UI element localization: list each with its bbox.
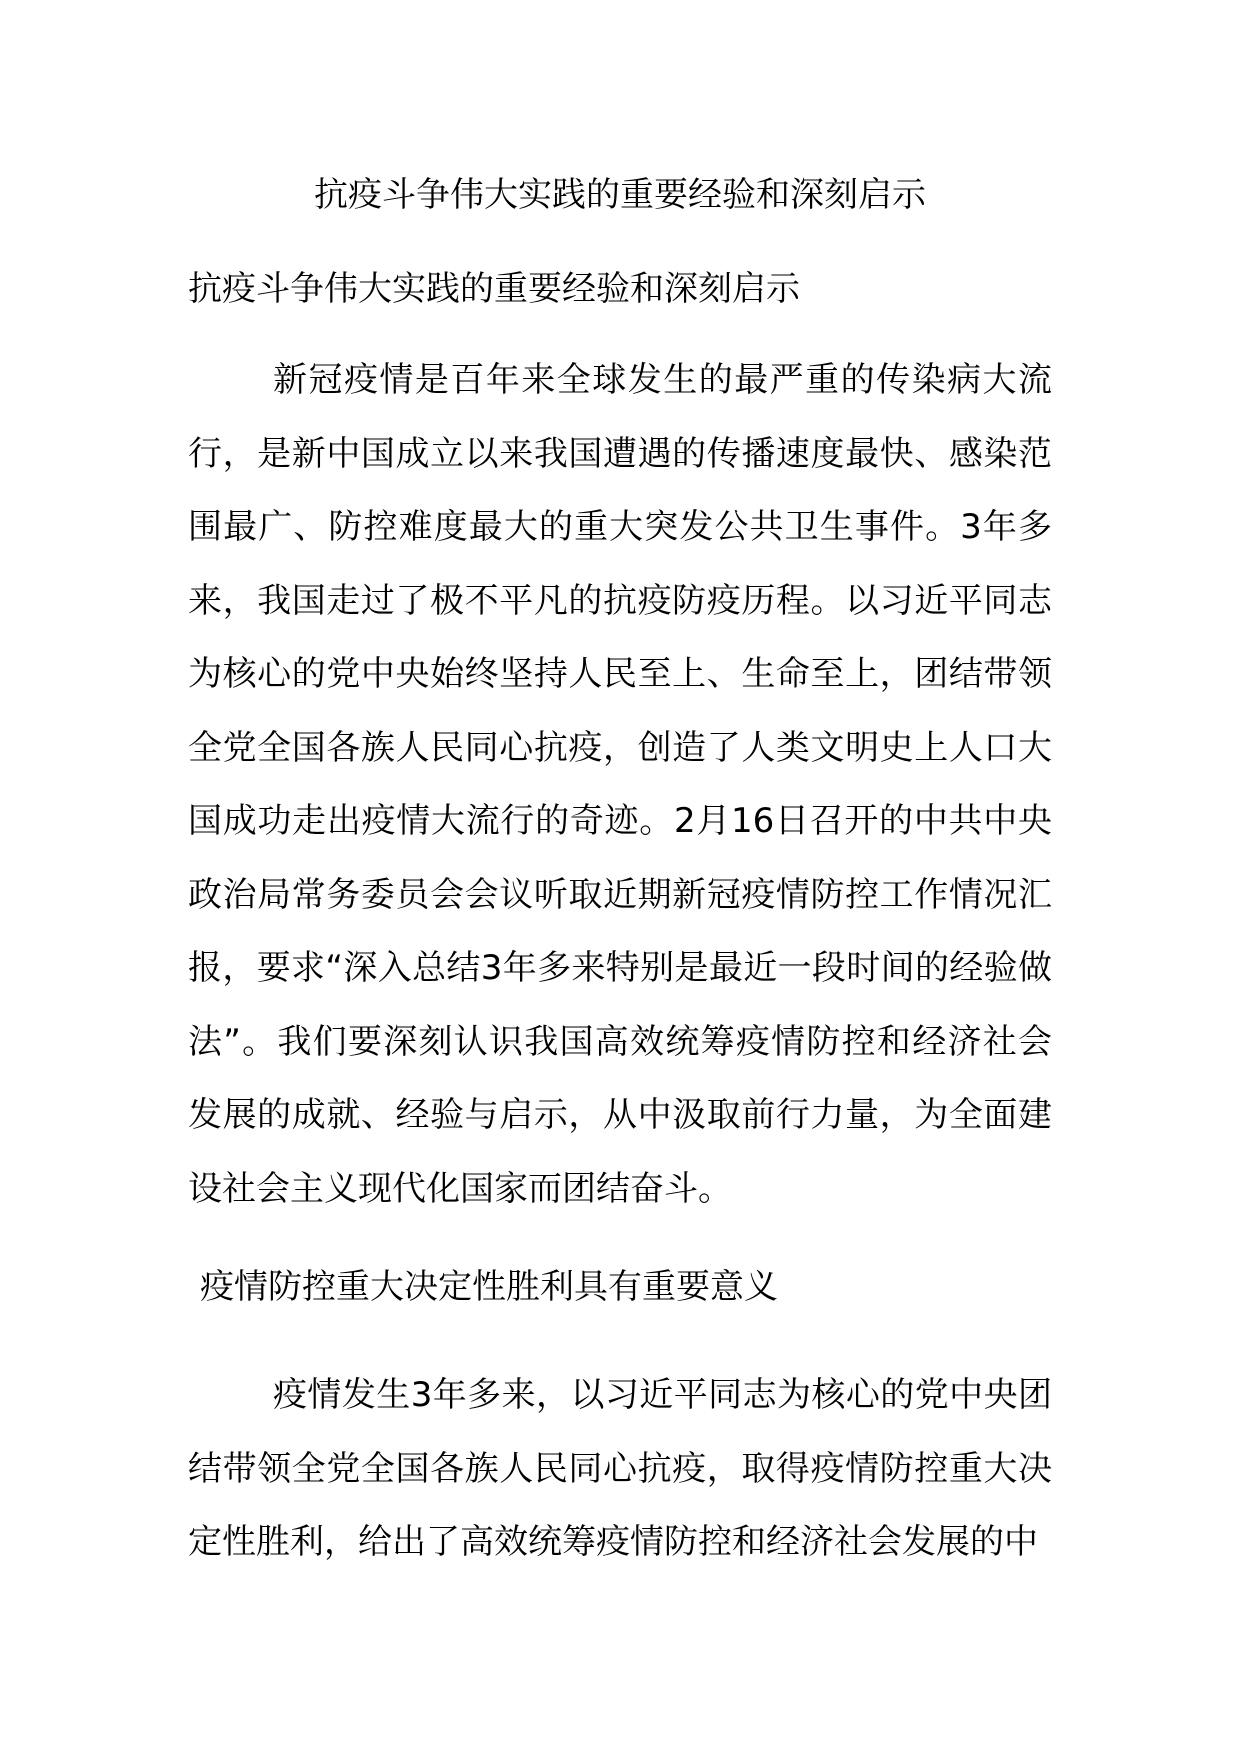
body-paragraph: 新冠疫情是百年来全球发生的最严重的传染病大流行，是新中国成立以来我国遭遇的传播速度最快、感染范围最广、防控难度最大的重大突发公共卫生事件。3年多来，我国走过了极不平凡的抗疫防疫历程。以习近平同志为核心的党中央始终坚持人民至上、生命至上，团结带领全党全国各族人民同心抗疫，创造了人类文明史上人口大国成功走出疫情大流行的奇迹。2月16日召开的中共中央政治局常务委员会会议听取近期新冠疫情防控工作情况汇报，要求“深入总结3年多来特别是最近一段时间的经验做法”。我们要深刻认识我国高效统筹疫情防控和经济社会发展的成就、经验与启示，从中汲取前行力量，为全面建设社会主义现代化国家而团结奋斗。 [188, 360, 1052, 1209]
document-subtitle: 抗疫斗争伟大实践的重要经验和深刻启示 [188, 269, 800, 309]
document-title: 抗疫斗争伟大实践的重要经验和深刻启示 [314, 175, 926, 215]
section-heading: 疫情防控重大决定性胜利具有重要意义 [200, 1267, 778, 1307]
body-paragraph: 疫情发生3年多来，以习近平同志为核心的党中央团结带领全党全国各族人民同心抗疫，取得疫情防控重大决定性胜利，给出了高效统筹疫情防控和经济社会发展的中 [188, 1375, 1052, 1562]
